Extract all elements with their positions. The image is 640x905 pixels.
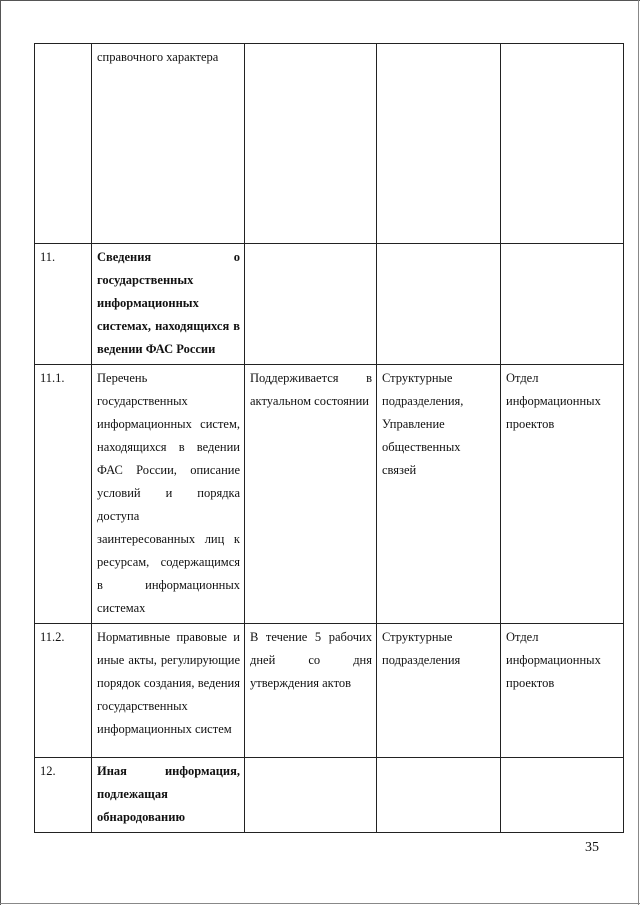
table-row (35, 365, 624, 624)
info-description: Сведения о государственных информационных системах, находящихся в ведении ФАС России (92, 244, 245, 365)
update-period (245, 244, 377, 365)
row-number: 12. (35, 758, 92, 833)
row-number (35, 44, 92, 244)
publishing-unit: Отдел информационных проектов (501, 365, 624, 624)
info-description: Перечень государственных информационных систем, находящихся в ведении ФАС России, описание условий и порядка доступа заинтересованных лиц к ресурсам, содержащимся в информационных системах (92, 365, 245, 624)
page-number: 35 (585, 840, 599, 855)
update-period (245, 44, 377, 244)
responsible-units (377, 244, 501, 365)
update-period: Поддерживается в актуальном состоянии (245, 365, 377, 624)
document-table (34, 43, 624, 833)
page-border-right (638, 0, 639, 905)
responsible-units (377, 44, 501, 244)
row-number: 11.2. (35, 624, 92, 758)
table-row (35, 244, 624, 365)
table-row (35, 758, 624, 833)
table-row (35, 44, 624, 244)
update-period (245, 758, 377, 833)
row-number: 11.1. (35, 365, 92, 624)
publishing-unit (501, 758, 624, 833)
table-row (35, 624, 624, 758)
page-border-top (0, 0, 640, 1)
page-border-bottom (0, 903, 640, 904)
publishing-unit: Отдел информационных проектов (501, 624, 624, 758)
publishing-unit (501, 44, 624, 244)
update-period: В течение 5 рабочих дней со дня утверждения актов (245, 624, 377, 758)
responsible-units: Структурные подразделения (377, 624, 501, 758)
responsible-units (377, 758, 501, 833)
info-description: Нормативные правовые и иные акты, регулирующие порядок создания, ведения государственных информационных систем (92, 624, 245, 758)
info-description: справочного характера (92, 44, 245, 244)
row-number: 11. (35, 244, 92, 365)
page-border-left (0, 0, 1, 905)
responsible-units: Структурные подразделения, Управление общественных связей (377, 365, 501, 624)
publishing-unit (501, 244, 624, 365)
info-description: Иная информация, подлежащая обнародованию (92, 758, 245, 833)
